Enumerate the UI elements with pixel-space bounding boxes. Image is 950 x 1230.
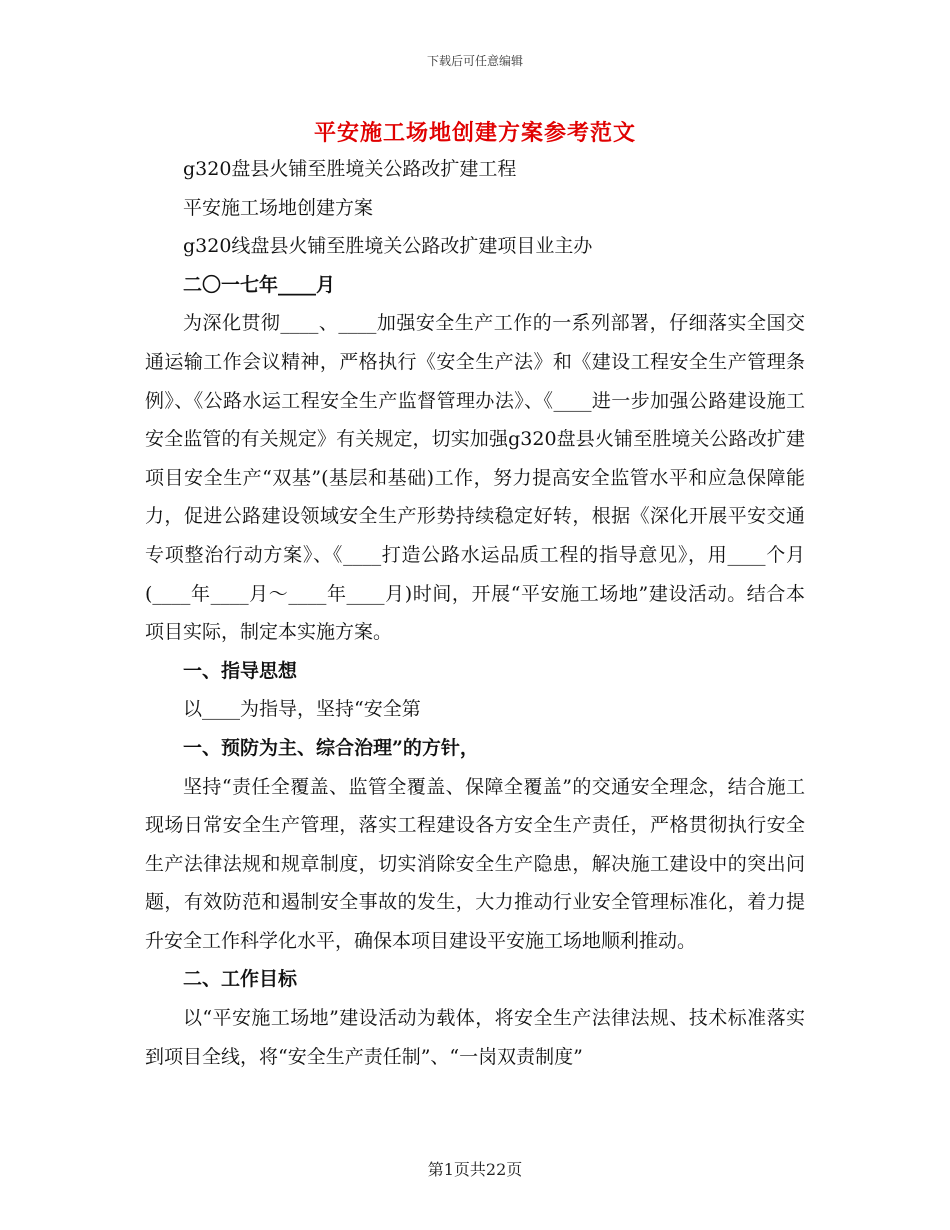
issuer-line: g320线盘县火铺至胜境关公路改扩建项目业主办 bbox=[183, 235, 593, 258]
policy-paragraph: 坚持“责任全覆盖、监管全覆盖、保障全覆盖”的交通安全理念，结合施工现场日常安全生产管理，落实工程建设各方安全生产责任，严格贯彻执行安全生产法律法规和规章制度，切实消除安全生产隐患，解决施工建设中的突出问题，有效防范和遏制安全事故的发生，大力推动行业安全管理标准化，着力提升安全工作科学化水平，确保本项目建设平安施工场地顺利推动。 bbox=[145, 775, 805, 952]
page-number: 第1页共22页 bbox=[427, 1160, 523, 1179]
guiding-ideology-line: 以____为指导，坚持“安全第 bbox=[183, 698, 421, 721]
document-title: 平安施工场地创建方案参考范文 bbox=[313, 120, 636, 146]
intro-paragraph: 为深化贯彻____、____加强安全生产工作的一系列部署，仔细落实全国交通运输工作会议精神，严格执行《安全生产法》和《建设工程安全生产管理条例》、《公路水运工程安全生产监督管理办法》、《____进一步加强公路建设施工安全监管的有关规定》有关规定，切实加强g320盘县火铺至胜境关公路改扩建项目安全生产“双基”(基层和基础)工作，努力提高安全监管水平和应急保障能力，促进公路建设领域安全生产形势持续稳定好转，根据《深化开展平安交通专项整治行动方案》、《____打造公路水运品质工程的指导意见》，用____个月(____年____月～____年____月)时间，开展“平安施工场地”建设活动。结合本项目实际，制定本实施方案。 bbox=[145, 312, 805, 644]
plan-name-line: 平安施工场地创建方案 bbox=[183, 196, 374, 219]
date-line: 二〇一七年____月 bbox=[183, 273, 336, 296]
section-heading-guiding-ideology: 一、指导思想 bbox=[183, 659, 298, 682]
project-name-line: g320盘县火铺至胜境关公路改扩建工程 bbox=[183, 158, 517, 180]
work-goals-paragraph: 以“平安施工场地”建设活动为载体，将安全生产法律法规、技术标准落实到项目全线，将“安全生产责任制”、“一岗双责制度” bbox=[145, 1007, 805, 1068]
section-heading-policy: 一、预防为主、综合治理”的方针， bbox=[183, 736, 479, 759]
section-heading-work-goals: 二、工作目标 bbox=[183, 968, 298, 991]
page-header-note: 下载后可任意编辑 bbox=[426, 54, 523, 68]
document-body bbox=[145, 150, 805, 1076]
